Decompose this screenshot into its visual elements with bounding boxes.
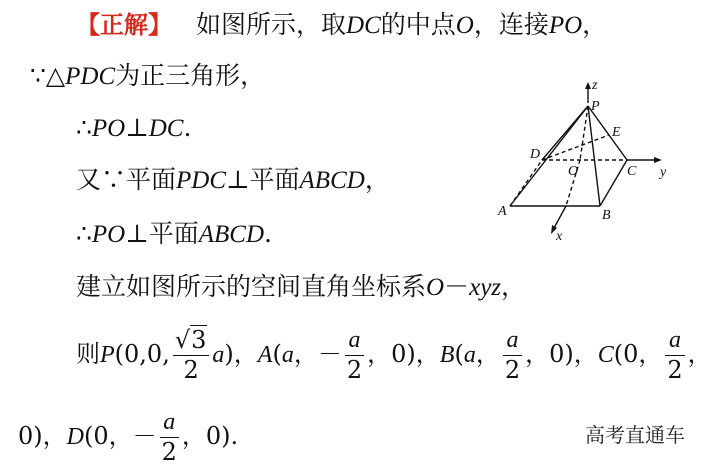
var: a [212,342,225,369]
text: ， [501,272,527,301]
text: 则 [76,340,100,369]
text: ，0). [181,422,239,451]
text: 为正三角形， [115,61,266,90]
var: a [281,342,294,369]
text: ⊥平面 [226,165,300,194]
fraction-a-over-2: $\frac{a}{2}$ [667,327,683,385]
var: ABCD [198,221,265,248]
fraction-a-over-2: $\frac{a}{2}$ [504,327,521,385]
text: ⊥ [125,113,149,142]
text: (0,0, [114,340,170,369]
text: . [183,113,192,142]
text: ， [687,340,712,369]
var: xyz [469,274,502,301]
text: 建立如图所示的空间直角坐标系 [76,272,427,301]
text: ( [272,340,282,369]
var: PO [91,221,126,248]
var: PDC [65,63,116,90]
text: ( [454,340,464,369]
text: ， [582,10,608,39]
text: 0)， [18,422,67,451]
text: ，连接 [473,10,549,39]
pyramid-diagram [490,78,680,248]
text: . [264,219,272,248]
z-axis-arrow [585,82,591,89]
text: ，0)， [525,340,598,369]
label-z: z [592,78,598,93]
label-y: y [660,165,667,180]
text: (0，－ [83,422,157,451]
label-o: O [568,164,579,179]
point-p: P [100,342,115,369]
label-c: C [627,164,637,179]
text: ∵△ [30,61,66,90]
solution-line-5 [76,221,272,247]
solution-line-6 [76,274,526,300]
var: PDC [176,167,227,194]
label-a: A [498,204,507,219]
point-b: B [439,342,455,369]
solution-line-7 [76,328,712,383]
fraction-sqrt3-over-2: $\frac{√3}{2}$ [173,328,210,383]
watermark: 高考直通车 [585,423,685,447]
solution-line-8 [18,410,238,465]
label-p: P [591,99,600,114]
edge-pa [510,106,588,206]
label-d: D [530,147,541,162]
text: ， [364,165,390,194]
text: ，0)， [367,340,440,369]
label-b: B [602,208,611,223]
point-a: A [257,342,273,369]
text: ∴ [76,219,92,248]
label-x: x [556,229,563,244]
var: DC [346,12,381,39]
text: 如图所示，取 [196,10,347,39]
text: 又∵平面 [76,165,177,194]
var: PO [91,115,126,142]
text: ，－ [293,340,342,369]
text: ， [475,340,500,369]
solution-line-4 [76,167,390,193]
text: 的中点 [380,10,456,39]
text: )， [224,340,258,369]
var: ABCD [299,167,365,194]
var: a [463,342,476,369]
point-d: D [66,424,84,451]
text: (0， [613,340,663,369]
solution-line-1 [76,12,607,38]
text: ∴ [76,113,92,142]
solution-line-3 [76,115,191,141]
fraction-a-over-2: $\frac{a}{2}$ [161,409,177,467]
y-axis-arrow [654,157,662,163]
label-e: E [612,125,621,140]
solution-line-2 [30,63,265,89]
text: － [444,272,470,301]
var: PO [548,12,583,39]
text: ⊥平面 [125,219,199,248]
solution-badge: 【正解】 [76,11,172,39]
x-axis [554,206,566,228]
fraction-a-over-2: $\frac{a}{2}$ [346,327,363,385]
edge-bc [600,160,627,206]
var: O [426,274,445,301]
var: O [455,12,474,39]
point-c: C [597,342,614,369]
var: DC [148,115,184,142]
